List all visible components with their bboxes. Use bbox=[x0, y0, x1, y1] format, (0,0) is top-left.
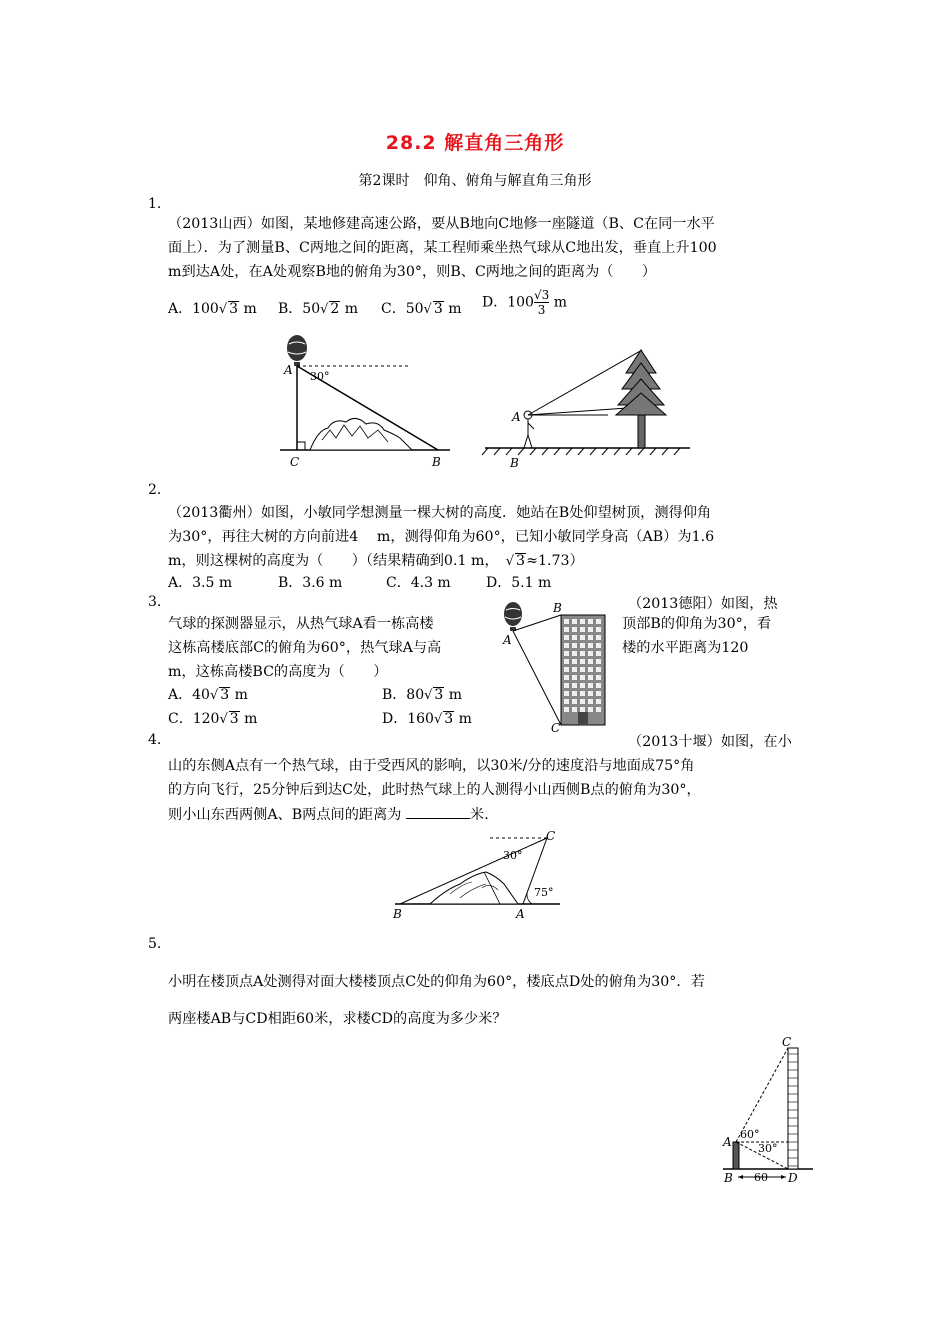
building-window bbox=[580, 675, 585, 680]
building-window bbox=[572, 683, 577, 688]
q1-label-c: C bbox=[290, 455, 300, 469]
q3-option-b-radicand: 3 bbox=[434, 687, 444, 703]
q2-option-a: A．3.5 m bbox=[168, 575, 233, 591]
building-window bbox=[580, 667, 585, 672]
q1-option-a-label: A．100 bbox=[168, 301, 219, 317]
building-window bbox=[580, 699, 585, 704]
q3-option-a-radicand: 3 bbox=[220, 687, 230, 703]
building-window bbox=[572, 699, 577, 704]
q3-option-a: A．40√ 3 m bbox=[168, 687, 248, 703]
q3-option-a-unit: m bbox=[234, 687, 248, 703]
q1-option-b: B．50√ 2 m bbox=[278, 301, 359, 317]
building-window bbox=[564, 619, 569, 624]
q1-option-d-fraction bbox=[534, 288, 549, 317]
q1-option-b-radicand: 2 bbox=[330, 301, 340, 317]
building-window bbox=[596, 675, 601, 680]
q3-line2: 这栋高楼底部C的俯角为60°，热气球A与高 bbox=[168, 640, 442, 656]
q1-option-d-label: D．100 bbox=[482, 294, 534, 311]
building-window bbox=[564, 691, 569, 696]
q1-option-c-unit: m bbox=[448, 301, 462, 317]
q4-figure bbox=[390, 826, 570, 926]
building-window bbox=[572, 691, 577, 696]
q2-line2: 为30°，再往大树的方向前进4 m，测得仰角为60°，已知小敏同学身高（AB）为1.6 bbox=[168, 529, 715, 545]
q4-line3 bbox=[168, 805, 489, 825]
building-window bbox=[588, 627, 593, 632]
building-window bbox=[588, 691, 593, 696]
q4-angle1-label: 30° bbox=[503, 849, 523, 862]
q2-label-b: B bbox=[510, 456, 519, 470]
building-window bbox=[564, 675, 569, 680]
q2-option-d: D．5.1 m bbox=[486, 575, 552, 591]
q3-option-c-radicand: 3 bbox=[229, 711, 239, 727]
building-window bbox=[564, 643, 569, 648]
q1-option-c: C．50√ 3 m bbox=[381, 301, 462, 317]
q2-number: 2. bbox=[148, 482, 162, 498]
building-window bbox=[596, 627, 601, 632]
building-window bbox=[572, 643, 577, 648]
building-window bbox=[588, 659, 593, 664]
building-window bbox=[596, 691, 601, 696]
building-window bbox=[564, 707, 569, 712]
q3-option-a-label: A．40 bbox=[168, 687, 210, 703]
q1-label-a: A bbox=[284, 363, 293, 377]
building-window bbox=[580, 683, 585, 688]
q3-option-b-label: B．80 bbox=[382, 687, 425, 703]
page-subtitle: 第2课时 仰角、俯角与解直角三角形 bbox=[358, 173, 592, 189]
q2-line3-radicand: 3 bbox=[516, 553, 526, 569]
q4-label-b: B bbox=[393, 907, 402, 921]
building-window bbox=[564, 627, 569, 632]
q3-label-b: B bbox=[553, 601, 562, 615]
q1-figure bbox=[270, 330, 460, 470]
q3-option-d-unit: m bbox=[458, 711, 472, 727]
q1-option-a-unit: m bbox=[243, 301, 257, 317]
building-window bbox=[596, 667, 601, 672]
building-window bbox=[564, 635, 569, 640]
q2-option-b: B．3.6 m bbox=[278, 575, 343, 591]
q5-line1: 小明在楼顶点A处测得对面大楼楼顶点C处的仰角为60°，楼底点D处的俯角为30°．若 bbox=[168, 974, 705, 990]
q1-option-d-numerator: √3 bbox=[533, 288, 550, 302]
building-window bbox=[572, 667, 577, 672]
building-window bbox=[588, 707, 593, 712]
person-icon bbox=[524, 411, 534, 448]
tree-icon bbox=[616, 350, 666, 448]
q2-figure bbox=[480, 345, 695, 470]
q3-option-d-label: D．160 bbox=[382, 711, 434, 727]
q1-option-b-label: B．50 bbox=[278, 301, 321, 317]
page-title: 28.2 解直角三角形 bbox=[385, 132, 565, 154]
q5-angle1-label: 60° bbox=[740, 1128, 760, 1141]
building-window bbox=[588, 651, 593, 656]
building-window bbox=[564, 659, 569, 664]
building-window bbox=[572, 651, 577, 656]
building-window bbox=[572, 627, 577, 632]
building-window bbox=[588, 699, 593, 704]
building-window bbox=[596, 635, 601, 640]
q2-option-c: C．4.3 m bbox=[386, 575, 451, 591]
q4-label-a: A bbox=[516, 907, 525, 921]
q3-right2: 顶部B的仰角为30°，看 bbox=[622, 616, 772, 632]
q3-option-c-unit: m bbox=[244, 711, 258, 727]
building-cd bbox=[788, 1048, 798, 1169]
building-ab bbox=[733, 1142, 739, 1169]
building-window bbox=[596, 659, 601, 664]
building-window bbox=[580, 643, 585, 648]
q3-line3: m，这栋高楼BC的高度为（ ） bbox=[168, 664, 388, 680]
building-window bbox=[580, 635, 585, 640]
building-window bbox=[580, 627, 585, 632]
q5-label-a: A bbox=[723, 1135, 732, 1149]
q5-distance-label: 60 bbox=[754, 1171, 768, 1184]
q4-line1: 山的东侧A点有一个热气球，由于受西风的影响，以30米/分的速度沿与地面成75°角 bbox=[168, 758, 695, 774]
q2-line3-end: ≈1.73） bbox=[526, 553, 584, 569]
q1-option-c-radicand: 3 bbox=[433, 301, 443, 317]
building-window bbox=[596, 619, 601, 624]
q1-line2: 面上）．为了测量B、C两地之间的距离，某工程师乘坐热气球从C地出发，垂直上升100 bbox=[168, 240, 717, 256]
building-window bbox=[596, 651, 601, 656]
q1-option-a: A．100√ 3 m bbox=[168, 301, 257, 317]
q4-number: 4. bbox=[148, 732, 162, 748]
q1-line3: m到达A处，在A处观察B地的俯角为30°，则B、C两地之间的距离为（ ） bbox=[168, 264, 657, 280]
building-window bbox=[588, 683, 593, 688]
q3-right1: （2013德阳）如图，热 bbox=[628, 596, 778, 612]
building-window bbox=[588, 635, 593, 640]
q3-option-c: C．120√ 3 m bbox=[168, 711, 258, 727]
building-window bbox=[588, 675, 593, 680]
q3-right3: 楼的水平距离为120 bbox=[622, 640, 749, 656]
q1-angle-label: 30° bbox=[310, 370, 330, 383]
building-window bbox=[580, 619, 585, 624]
q5-label-d: D bbox=[788, 1171, 798, 1185]
q1-option-d-unit: m bbox=[553, 294, 567, 311]
q1-option-d-denominator: 3 bbox=[534, 302, 549, 317]
q3-label-a: A bbox=[503, 633, 512, 647]
q2-line3: m，则这棵树的高度为（ ）（结果精确到0.1 m， √ 3≈1.73） bbox=[168, 553, 584, 569]
building-window bbox=[572, 707, 577, 712]
building-window bbox=[580, 691, 585, 696]
q5-angle2-label: 30° bbox=[758, 1142, 778, 1155]
building-window bbox=[564, 699, 569, 704]
building-window bbox=[588, 667, 593, 672]
q1-line1: （2013山西）如图，某地修建高速公路，要从B地向C地修一座隧道（B、C在同一水平 bbox=[168, 216, 715, 232]
building-window bbox=[580, 707, 585, 712]
q4-line3-start: 则小山东西两侧A、B两点间的距离为 bbox=[168, 807, 402, 823]
building-window bbox=[564, 651, 569, 656]
q5-label-b: B bbox=[724, 1171, 733, 1185]
q5-number: 5. bbox=[148, 936, 162, 952]
q3-option-d: D．160√ 3 m bbox=[382, 711, 472, 727]
q3-option-d-radicand: 3 bbox=[444, 711, 454, 727]
q3-figure bbox=[495, 600, 615, 735]
q3-line1: 气球的探测器显示，从热气球A看一栋高楼 bbox=[168, 616, 434, 632]
q3-option-c-label: C．120 bbox=[168, 711, 220, 727]
building-window bbox=[580, 651, 585, 656]
building-window bbox=[596, 707, 601, 712]
q5-label-c: C bbox=[782, 1036, 792, 1049]
building-window bbox=[564, 667, 569, 672]
q3-option-b-unit: m bbox=[448, 687, 463, 703]
q4-line2: 的方向飞行，25分钟后到达C处，此时热气球上的人测得小山西侧B点的俯角为30°， bbox=[168, 782, 701, 798]
q4-line3-end: 米. bbox=[470, 807, 489, 823]
q1-option-a-radicand: 3 bbox=[229, 301, 239, 317]
building-window bbox=[596, 699, 601, 704]
building-window bbox=[572, 619, 577, 624]
q4-angle2-label: 75° bbox=[534, 886, 554, 899]
building-window bbox=[572, 675, 577, 680]
q1-option-c-label: C．50 bbox=[381, 301, 424, 317]
q3-number: 3. bbox=[148, 594, 162, 610]
balloon-icon bbox=[504, 602, 522, 631]
q5-line2: 两座楼AB与CD相距60米，求楼CD的高度为多少米？ bbox=[168, 1011, 507, 1027]
balloon-icon bbox=[287, 335, 307, 366]
q2-line1: （2013衢州）如图，小敏同学想测量一棵大树的高度．她站在B处仰望树顶，测得仰角 bbox=[168, 505, 712, 521]
q3-option-b: B．80√ 3 m bbox=[382, 687, 463, 703]
building-window bbox=[596, 683, 601, 688]
building-window bbox=[564, 683, 569, 688]
building-window bbox=[596, 643, 601, 648]
building-window bbox=[572, 635, 577, 640]
q4-answer-blank[interactable] bbox=[406, 806, 470, 819]
q1-option-b-unit: m bbox=[344, 301, 359, 317]
building-window bbox=[588, 643, 593, 648]
q4-label-c: C bbox=[546, 829, 556, 843]
building-icon bbox=[561, 615, 605, 725]
q2-line3-text: m，则这棵树的高度为（ ）（结果精确到0.1 m， bbox=[168, 553, 492, 569]
q3-label-c: C bbox=[551, 721, 561, 735]
q5-figure bbox=[718, 1036, 818, 1186]
q4-right1: （2013十堰）如图，在小 bbox=[628, 734, 792, 750]
building-window bbox=[580, 659, 585, 664]
building-window bbox=[572, 659, 577, 664]
q1-label-b: B bbox=[432, 455, 441, 469]
q2-label-a: A bbox=[512, 410, 521, 424]
q1-option-d bbox=[482, 288, 567, 317]
q1-number: 1. bbox=[148, 196, 162, 212]
building-window bbox=[588, 619, 593, 624]
